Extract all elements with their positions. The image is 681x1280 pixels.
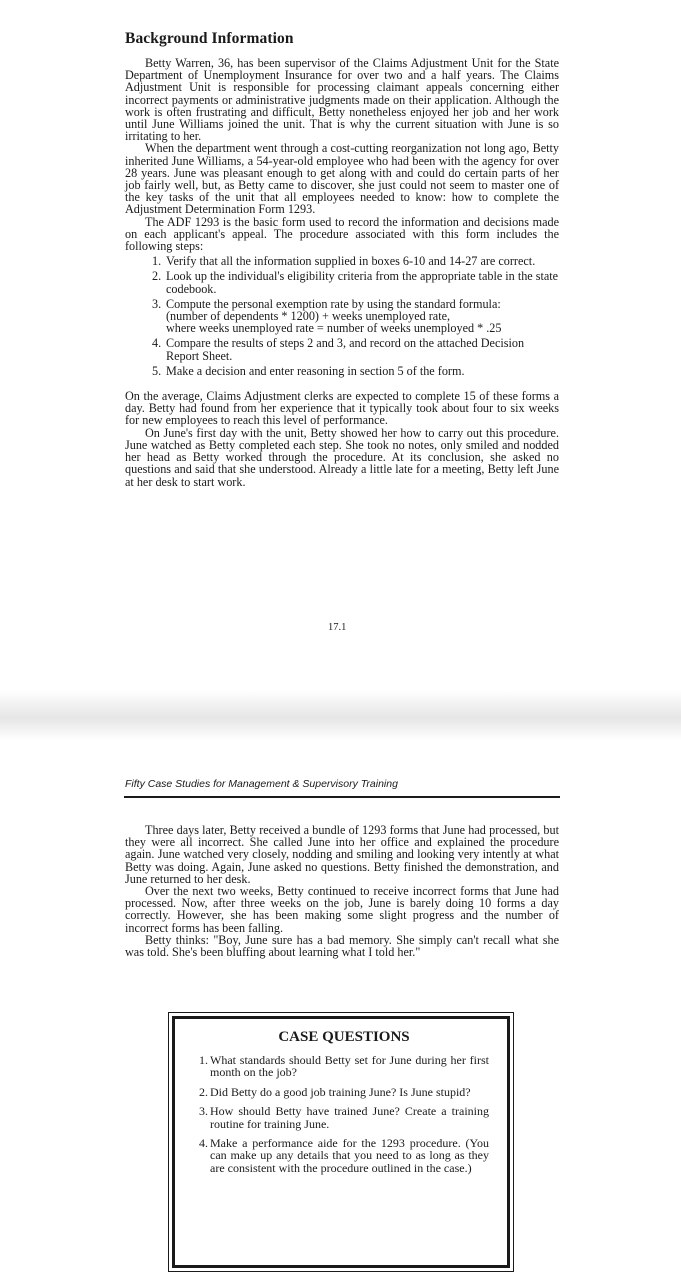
step-number: 4. bbox=[152, 336, 162, 351]
case-questions-inner bbox=[172, 1016, 510, 1268]
paragraph: Betty thinks: "Boy, June sure has a bad memory. She simply can't recall what she was told. She's been bluffing about learning what I told her." bbox=[125, 932, 559, 960]
paragraph: Over the next two weeks, Betty continued to receive incorrect forms that June had processed. Now, after three weeks on the job, June is barely doing 10 forms a day correctly. However, she has been making some slight progress and the number of incorrect forms has been falling. bbox=[125, 884, 559, 935]
question-number: 4. bbox=[199, 1136, 208, 1151]
question-text: Did Betty do a good job training June? Is June stupid? bbox=[210, 1084, 471, 1099]
step-text: Verify that all the information supplied in boxes 6-10 and 14-27 are correct. bbox=[166, 254, 536, 269]
question-item bbox=[199, 1054, 489, 1079]
step-line: Compute the personal exemption rate by using the standard formula: bbox=[166, 296, 501, 311]
header-rule bbox=[124, 796, 560, 798]
list-item bbox=[152, 337, 559, 361]
step-text: Make a decision and enter reasoning in section 5 of the form. bbox=[166, 363, 465, 378]
list-item bbox=[152, 270, 559, 294]
paragraph: Betty Warren, 36, has been supervisor of the Claims Adjustment Unit for the State Department of Unemployment Insurance for over two and a half years. The Claims Adjustment Unit is responsible for processing claimant appeals concerning either incorrect payments or administrative judgments made on their application. Although the work is often frustrating and difficult, Betty nonetheless enjoyed her job and her work until June Williams joined the unit. That is why the current situation with June is so irritating to her. bbox=[125, 56, 559, 144]
step-number: 1. bbox=[152, 254, 162, 269]
procedure-steps bbox=[152, 255, 559, 377]
case-questions-box bbox=[168, 1012, 514, 1272]
paragraph: On June's first day with the unit, Betty showed her how to carry out this procedure. June watched as Betty completed each step. She took no notes, only smiled and nodded her head as Betty worked through the procedure. At its conclusion, she asked no questions and said that she understood. Already a little late for a meeting, Betty left June at her desk to start work. bbox=[125, 425, 559, 489]
paragraph: When the department went through a cost-cutting reorganization not long ago, Betty inherited June Williams, a 54-year-old employee who had been with the agency for over 28 years. June was pleasant enough to get along with and could do certain parts of her job fairly well, but, as Betty came to discover, she just could not seem to master one of the key tasks of the unit that all employees needed to know: how to complete the Adjustment Determination Form 1293. bbox=[125, 141, 559, 217]
section-heading: Background Information bbox=[125, 30, 294, 47]
question-number: 1. bbox=[199, 1053, 208, 1067]
question-number: 2. bbox=[199, 1084, 208, 1099]
step-text bbox=[166, 298, 559, 335]
page-2-body bbox=[125, 824, 559, 958]
question-item bbox=[199, 1086, 489, 1098]
question-text: What standards should Betty set for June during her first month on the job? bbox=[210, 1053, 489, 1080]
running-head: Fifty Case Studies for Management & Supervisory Training bbox=[125, 778, 398, 790]
step-text: Look up the individual's eligibility criteria from the appropriate table in the state codebook. bbox=[166, 269, 559, 296]
paragraph: The ADF 1293 is the basic form used to record the information and decisions made on each applicant's appeal. The procedure associated with this form includes the following steps: bbox=[125, 214, 559, 254]
formula-line: where weeks unemployed rate = number of weeks unemployed * .25 bbox=[166, 321, 502, 336]
page-number: 17.1 bbox=[328, 622, 347, 633]
list-item bbox=[152, 298, 559, 335]
page-1-body bbox=[125, 57, 559, 488]
question-text: How should Betty have trained June? Create a training routine for training June. bbox=[210, 1104, 489, 1131]
paragraph: On the average, Claims Adjustment clerks are expected to complete 15 of these forms a day. Betty had found from her experience that it typically took about four to six weeks for new employees to reach this level of performance. bbox=[125, 389, 559, 428]
case-questions-title: CASE QUESTIONS bbox=[278, 1029, 410, 1045]
question-text: Make a performance aide for the 1293 procedure. (You can make up any details that you need to as long as they are consistent with the procedure outlined in the case.) bbox=[210, 1136, 489, 1175]
question-item bbox=[199, 1137, 489, 1174]
list-item bbox=[152, 365, 559, 377]
step-text: Compare the results of steps 2 and 3, and record on the attached Decision Report Sheet. bbox=[166, 336, 525, 363]
step-number: 3. bbox=[152, 296, 162, 311]
page-2 bbox=[0, 740, 681, 1280]
formula-line: (number of dependents * 1200) + weeks unemployed rate, bbox=[166, 309, 451, 324]
paragraph: Three days later, Betty received a bundle of 1293 forms that June had processed, but they were all incorrect. She called June into her office and explained the procedure again. June watched very closely, nodding and smiling and looking very intently at what Betty was doing. Again, June asked no questions. Betty finished the demonstration, and June returned to her desk. bbox=[125, 823, 559, 886]
step-number: 2. bbox=[152, 269, 162, 284]
step-number: 5. bbox=[152, 363, 162, 378]
list-item bbox=[152, 255, 559, 267]
question-number: 3. bbox=[199, 1104, 208, 1119]
page-gap bbox=[0, 690, 681, 740]
question-item bbox=[199, 1105, 489, 1130]
